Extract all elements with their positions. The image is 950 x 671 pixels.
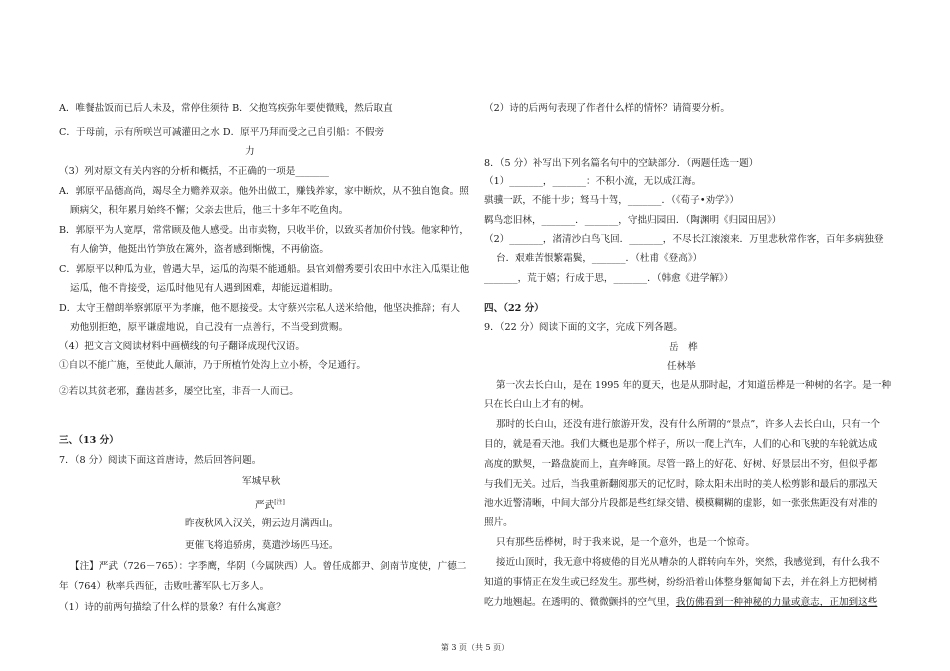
article-paragraph-2-line1: 那时的长白山，还没有进行旅游开发，没有什么所谓的“景点”，许多人去长白山，只有一个 xyxy=(496,419,880,430)
question-4-sentence-2: ②若以其贫老邪，蠢齿甚多，屡空比室，非吾一人而已。 xyxy=(59,386,299,397)
article-paragraph-1-line2: 只在长白山上才有的树。 xyxy=(484,399,590,410)
choice-option-d-continued: 力 xyxy=(245,146,255,157)
article-author: 任林举 xyxy=(667,361,696,372)
question-8-2-line2: 台．艰难苦恨繁霜鬓，_______．（杜甫《登高》） xyxy=(496,253,703,264)
choice-option-c-d: C．于母前，示有所咲岂可减灌田之水 D．原平乃拜而受之己自引船：不假旁 xyxy=(59,127,385,138)
poem-author: 严武[注] xyxy=(255,499,285,512)
question-3-option-a-line1: A．郭原平品德高尚，竭尽全力赡养双亲。他外出做工，赚钱养家，家中断炊，从不独自饱食。照 xyxy=(59,186,469,197)
poem-note-line1: 【注】严武（726－765）：字季鹰，华阴（今属陕西）人。曾任成都尹、剑南节度使，广德二 xyxy=(70,561,467,572)
underlined-sentence: 我仿佛看到一种神秘的力量或意志，正加到这些 xyxy=(675,597,878,608)
question-8-1-line3: 羁鸟恋旧林，_______．_______，守拙归园田．（陶渊明《归园田居》） xyxy=(484,215,782,226)
question-3-option-b-line2: 有人偷笋，他挺出竹笋放在篱外，盗者感到惭愧，不再偷盗。 xyxy=(70,244,330,255)
article-paragraph-2-line6: 照片。 xyxy=(484,517,513,528)
article-paragraph-1-line1: 第一次去长白山，是在 1995 年的夏天，也是从那时起，才知道岳桦是一种树的名字。是一种 xyxy=(496,380,892,391)
article-paragraph-4-line1: 接近山顶时，我无意中将疲倦的目光从嘈杂的人群转向车外，突然，我感觉到，有什么我不 xyxy=(496,557,880,568)
article-paragraph-4-line3: 吃力地翘起。在透明的、微微颤抖的空气里，我仿佛看到一种神秘的力量或意志，正加到这些 xyxy=(484,597,878,608)
article-title: 岳 桦 xyxy=(669,342,698,353)
question-8-2-line3: _______，荒于嬉；行成于思，_______．（韩愈《进学解》） xyxy=(484,273,734,284)
poem-line-1: 昨夜秋风入汉关，朔云边月满西山。 xyxy=(185,518,339,529)
page-footer: 第 3 页（共 5 页） xyxy=(440,643,510,652)
section-3-heading: 三、（13 分） xyxy=(59,435,119,446)
question-9: 9．（22 分）阅读下面的文字，完成下列各题。 xyxy=(484,322,683,333)
question-3-option-c-line2: 运瓜，他不肯接受，运瓜时他见有人遇到困难，却能远道相助。 xyxy=(70,283,339,294)
article-paragraph-2-line2: 目的，就是看天池。我们大概也是那个样子，所以一爬上汽车，人们的心和飞驶的车轮就达成 xyxy=(484,439,878,450)
question-3-option-b-line1: B．郭原平为人宽厚，常常顾及他人感受。出市卖物，只收半价，以致买者加价付钱。他家种竹， xyxy=(59,225,469,236)
article-paragraph-4-line2: 知道的事情正在发生或已经发生。那些树，纷纷沿着山体整身躯匍匐下去，并在斜上方把树梢 xyxy=(484,577,878,588)
question-4: （4）把文言文阅读材料中画横线的句子翻译成现代汉语。 xyxy=(59,341,305,352)
poem-title: 军城早秋 xyxy=(242,476,281,487)
question-8-1-line1: （1）_______，_______：不积小流，无以成江海。 xyxy=(484,176,702,187)
poem-note-mark: [注] xyxy=(274,499,285,506)
question-7-1: （1）诗的前两句描绘了什么样的景象？有什么寓意？ xyxy=(59,602,286,613)
question-8-2-line1: （2）_______，渚清沙白鸟飞回．_______，不尽长江滚滚来．万里悲秋常作客，百年多病独登 xyxy=(484,234,884,245)
article-paragraph-2-line3: 高度的默契，一路盘旋而上，直奔峰顶。尽管一路上的好花、好树、好景层出不穷，但似乎都 xyxy=(484,459,878,470)
question-3-option-a-line2: 顾病父，积年累月始终不懈；父亲去世后，他三十多年不吃鱼肉。 xyxy=(70,205,349,216)
question-7-2: （2）诗的后两句表现了作者什么样的情怀？请简要分析。 xyxy=(484,103,730,114)
article-paragraph-2-line5: 池水近警清晰，中间大部分片段都是些红绿交错、模模糊糊的虚影，如一张张焦距没有对准的 xyxy=(484,498,878,509)
question-8-1-line2: 骐骥一跃，不能十步；驽马十驾，_______．（《荀子•劝学》） xyxy=(484,195,740,206)
section-4-heading: 四、（22 分） xyxy=(484,303,544,314)
poem-line-2: 更催飞将追骄虏，莫遣沙场匹马还。 xyxy=(185,540,339,551)
question-3-option-d-line2: 劝他别拒绝，原平谦虚地说，自己没有一点善行，不当受到赏赐。 xyxy=(70,322,349,333)
poem-note-line2: 年（764）秋率兵西征，击败吐蕃军队七万多人。 xyxy=(59,581,270,592)
question-7: 7．（8 分）阅读下面这首唐诗，然后回答问题。 xyxy=(59,455,262,466)
question-8: 8．（5 分）补写出下列名篇名句中的空缺部分．（两题任选一题） xyxy=(484,158,759,169)
article-paragraph-3: 只有那些岳桦树，时于我来说，是一个意外，也是一个惊奇。 xyxy=(496,537,756,548)
question-3: （3）列对原文有关内容的分析和概括，不正确的一项是_______ xyxy=(59,166,329,177)
question-3-option-d-line1: D．太守王僧朗举察郭原平为孝廉，他不愿接受。太守蔡兴宗私人送米给他，他坚决推辞；有人 xyxy=(59,303,461,314)
question-3-option-c-line1: C．郭原平以种瓜为业，曾遇大旱，运瓜的沟渠不能通船。县官刘僧秀要引农田中水注入瓜渠让他 xyxy=(59,264,470,275)
question-4-sentence-1: ①自以不能广施，至使此人颠沛，乃于所植竹处沟上立小桥，令足通行。 xyxy=(59,360,366,371)
choice-option-a-b: A．唯餐盐饭而已后人未及，常停住须待 B．父抱笃疾弥年要使微贱，然后取直 xyxy=(59,103,393,114)
article-paragraph-2-line4: 与我们无关。过后，当我重新翻阅那天的记忆时，除太阳未出时的美人松剪影和最后的那泓天 xyxy=(484,479,878,490)
